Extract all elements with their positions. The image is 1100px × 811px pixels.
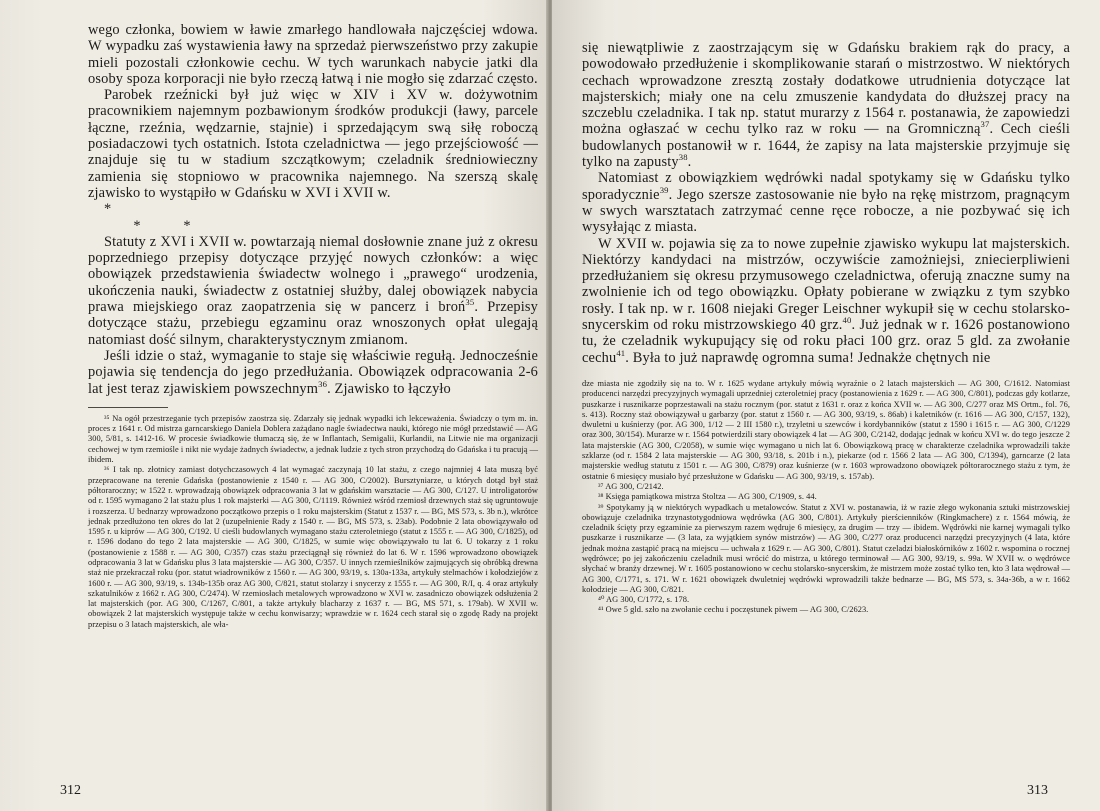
right-paragraph-3-tail: . Już jednak w r. 1626 postanowiono tu, że czeladnik wykupujący się od roku płaci 100 grz. oraz 5 gld. za zwołanie cechu [582,317,1070,366]
footnote-ref-39[interactable]: 39 [659,184,669,195]
section-star-left: * [133,217,141,234]
footnote-divider [88,407,168,408]
section-star-top: * [104,201,112,218]
left-page [0,0,548,811]
footnote-ref-35[interactable]: 35 [465,297,475,308]
left-body-text [88,22,538,397]
footnote-40: ⁴⁰ AG 300, C/1772, s. 178. [598,595,690,605]
right-paragraph-3-end: . Była to już naprawdę ogromna suma! Jednakże chętnych nie [625,349,991,366]
left-paragraph-3 [88,234,538,348]
left-page-number: 312 [60,783,81,798]
left-paragraph-4 [88,348,538,397]
left-paragraph-3-tail: . Przepisy dotyczące stażu, przebiegu egzaminu oraz wnoszonych opłat ulegają natomiast dość silnym, charakterystycznym zmianom. [88,299,538,348]
left-paragraph-3-text: Statuty z XVI i XVII w. powtarzają niemal dosłownie znane już z okresu poprzedniego przepisy dotyczące przyjęć nowych członków: a więc obowiązek przedstawienia świadectw wolnego i „prawego“ urodzenia, ukończenia nauki, świadectw z ostatniej służby, dalej obowiązek nabycia prawa miejskiego oraz zaopatrzenia się w pancerz i broń [88,233,538,316]
footnote-39: ³⁹ Spotykamy ją w niektórych wypadkach u metalowców. Statut z XVI w. postanawia, iż w razie złego wykonania sztuki mistrzowskiej obowiązuje czeladnika trzynastotygodniowa wędrówka (AG 300, C/801). Artykuły pierścienników (Ringkmachere) z r. 1564 mówią, że czeladnik ścięty przy egzaminie za pierwszym razem wędruje 6 miesięcy, za drugim — trzy — ibidem. Wędrówki nie karnej wymagali tylko puszkarze i rusznikarze — (3 lata, za wyjątkiem synów mistrzów) — AG 300, C/277 oraz producenci narzędzi precyzyjnych (4 lata, które jednak można zastąpić pracą na miejscu — uchwała z 1629 r. — AG 300, C/801). Statut czeladzi białoskórników z 1602 r. wspomina o rocznej wędrówce; po jej zakończeniu czeladnik musi wrócić do mistrza, u którego terminował — AG 300, 93/19, s. 99a. W XVII w. o wędrówce słychać w branży drzewnej. W r. 1605 postanowiono w cechu stolarsko-snycerskim, że mistrzem może zostać tylko ten, kto 3 lata wędrował — AG 300, C/1771, s. 171. W r. 1621 obowiązek dwuletniej wędrówki wprowadzili także bednarze — BG, MS 573, s. 34a-36b, a w r. 1662 kołodzieje — AG 300, C/821. [582,502,1070,594]
footnote-ref-40[interactable]: 40 [842,315,852,326]
left-paragraph-4-tail: . Zjawisko to łączyło [327,380,451,397]
footnote-ref-37[interactable]: 37 [980,119,990,130]
right-paragraph-1-text: się niewątpliwie z zaostrzającym się w Gdańsku brakiem rąk do pracy, a powodowało przedłużenie i skomplikowanie starań o mistrzostwo. W niektórych cechach wprowadzone zresztą zostały dodatkowe utrudnienia dotyczące lat majsterskich; miały one na celu zmuszenie kandydata do dłuższej pracy na szczeblu czeladnika. I tak np. statut murarzy z 1564 r. postanawia, że zapowiedzi można ogłaszać w cechu tylko raz w roku — na Gromniczną [582,40,1070,138]
left-footnotes [88,414,538,630]
right-paragraph-2-tail: . Jego szersze zastosowanie nie było na rękę mistrzom, pragnącym w swych warsztatach zatrzymać cenne ręce robocze, a nie pozbywać się ich wysyłając z miasta. [582,186,1070,236]
footnote-37: ³⁷ AG 300, C/2142. [598,481,664,491]
footnote-36: ³⁶ I tak np. złotnicy zamiast dotychczasowych 4 lat wymagać zaczynają 10 lat stażu, z czego najmniej 4 lata muszą być przepracowane na terenie Gdańska (postanowienie z 1540 r. — AG 300, C/2002). Bursztyniarze, u których dotąd był staż półtoraroczny; w 1522 r. wprowadzają obowiązek odpracowania 3 lat w gdańskim warsztacie — AG 300, C/127. U introligatorów od r. 1595 wymagano 2 lat stażu plus 1 rok majsterki — AG 300, C/1119. Również wśród rzemiosł drzewnych staż się ugruntowuje i rozszerza. U bednarzy wprowadzono początkowo przepis o 1 roku majsterskim (Statut z 1537 r. — BG, MS 573, s. 3b n.), wkrótce jednak przedłużono ten okres do lat 2 (uzupełnienie Rady z 1540 r. — BG, MS 573, s. 23ab). Podobnie 2 lata obowiązywało od 1595 r. u kiprów — AG 300, C/192. U cieśli budowlanych wymagano stażu czteroletniego (statut z 1555 r. — AG 300, C/1825), od r. 1596 dodano do tego 2 lata majsterskie — AG 300, C/1825, w sumie więc obowiązywało tu lat 6. U tokarzy z 1 roku (postanowienie z 1588 r. — AG 300, C/357) czas stażu przeciągnął się również do lat 6. W r. 1596 wprowadzono obowiązek odpracowania 3 lat w Gdańsku plus 3 lata majsterskie — AG 300, C/357. U innych rzemieślników zajmujących się obróbką drewna staż nie przekraczał roku (por. statut wiadrowników z 1560 r. — AG 300, 93/19, s. 130a-133a, artykuły stelmachów i kołodziejów z 1600 r. — AG 300, 93/19, s. 134b-135b oraz AG 300, C/821, statut stolarzy i snycerzy z 1555 r. — AG 300, R/I, q. 4 oraz artykuły szkatulników z 1662 r. AG 300, C/2474). W rzemiosłach metalowych wprowadzono w XVI w. zasadniczo obowiązek odsłużenia 2 lat majsterskich (por. AG 300, C/1267, C/801, a także artykuły blacharzy z 1637 r. — BG, MS 571, s. 179ab). W XVII w. obowiązek 2 lat majsterskich występuje także w cechu konwisarzy; wprawdzie w r. 1624 cech starał się o zgodę Rady na projekt przepisu o 3 latach majsterskich, ale wła- [88,465,538,629]
right-paragraph-1-tail: . Cech cieśli budowlanych postanowił w r. 1644, że zapisy na lata majsterskie przyjmuje się tylko na zapusty [582,121,1070,171]
footnote-ref-36[interactable]: 36 [318,378,328,389]
left-paragraph-1: wego członka, bowiem w ławie zmarłego handlowała najczęściej wdowa. W wypadku zaś wystawienia ławy na sprzedaż pierwszeństwo przy zakupie mieli pozostali członkowie cechu. W tych warunkach nabycie jatki dla osoby spoza korporacji nie było rzeczą łatwą i nie mogło się zdarzać często. [88,22,538,87]
right-paragraph-3-text: W XVII w. pojawia się za to nowe zupełnie zjawisko wykupu lat majsterskich. Niektórzy kandydaci na mistrzów, oczywiście zamożniejsi, zniecierpliwieni przedłużaniem się okresu przymusowego czeladnictwa, oferują znaczne sumy na zwolnienie ich od tego obowiązku. Opłaty pobierane w związku z tym szybko rosły. I tak np. w r. 1608 niejaki Greger Leischner wykupił się w cechu stolarsko-snycerskim od roku mistrzowskiego 40 grz. [582,235,1070,334]
left-paragraph-4-text: Jeśli idzie o staż, wymaganie to staje się właściwie regułą. Jednocześnie pojawia się tendencja do jego przedłużania. Obowiązek odpracowania 2-6 lat jest teraz zjawiskiem powszechnym [88,347,538,397]
right-paragraph-1-end: . [687,154,692,171]
right-footnotes [582,379,1070,616]
right-page-number: 313 [1027,783,1048,798]
section-star-right: * [183,217,191,234]
footnote-38: ³⁸ Księga pamiątkowa mistrza Stoltza — AG 300, C/1909, s. 44. [598,492,817,502]
footnote-36-continued: dze miasta nie zgodziły się na to. W r. 1625 wydane artykuły mówią wyraźnie o 2 latach majsterskich — AG 300, C/1612. Natomiast producenci narzędzi precyzyjnych wymagali uprzedniej czteroletniej pracy (postanowienia z 1629 r. — AG 300, C/801), podczas gdy kotlarze, puszkarze i rusznikarze poprzestawali na stażu rocznym (por. statut z 1631 r. oraz z końca XVII w. — AG 300, C/277 oraz MS Ortm., fol. 76, s. 413). Roczny staż obowiązywał u garbarzy (por. statut z 1560 r. — AG 300, 93/19, s. 86ab) i kaletników (r. 1616 — AG 300, C/157, 132), dwuletni u kuśnierzy (por. AG 300, 1/12 — 2 III 1580 r.), trzyletni u szewców i kordybanników (statut z 1590 i 1615 r. — AG 300, C/1229 oraz 300, 30/154). Murarze w r. 1564 potwierdzili stary obowiązek 4 lat — AG 300, C/2142, dodając jednak w końcu XVI w. do tego jeszcze 2 lata majsterskie (AG 300, C/2058), w sumie więc wymagano u nich lat 6. Obowiązkową pracę w charakterze czeladnika wprowadzili także szklarze (od r. 1584 2 lata majsterskie — AG 300, 93/18, s. 201b i n.), piekarze (od r. 1566 2 lata — AG 300, C/1394), garncarze (2 lata majsterskie według statutu z 1501 r. — AG 300, C/879) oraz kuśnierze (w r. 1603 wprowadzono obowiązek półtorarocznego stażu z tym, że ostatnie 6 miesięcy musiało być przesłużone w Gdańsku — AG 300, 93/19, s. 157ab). [582,378,1070,481]
footnote-ref-38[interactable]: 38 [678,152,688,163]
right-paragraph-2-text: Natomiast z obowiązkiem wędrówki nadal spotykamy się w Gdańsku tylko sporadycznie [582,170,1070,203]
right-body-text [582,40,1070,366]
right-paragraph-1 [582,40,1070,170]
left-paragraph-2: Parobek rzeźnicki był już więc w XIV i XV w. dożywotnim pracownikiem najemnym pozbawionym środków produkcji (ławy, parcele łączne, rzeźnia, wędzarnie, stajnie) i sprzedającym swą siłę roboczą posiadaczowi tych ostatnich. Istota czeladnictwa — jego przejściowość — znajduje się tu w stadium szczątkowym; czeladnik średniowieczny zamienia się stopniowo w pracownika najemnego. Na szerszą skalę zjawisko to wystąpiło w Gdańsku w XVI i XVII w. [88,87,538,201]
footnote-35: ³⁵ Na ogół przestrzeganie tych przepisów zaostrza się. Zdarzały się jednak wypadki ich lekceważenia. Świadczy o tym m. in. proces z 1641 r. Od mistrza garncarskiego Daniela Doblera zażądano nagle świadectwa nauki, którego nie mógł przedstawić — AG 300, 5/81, s. 1412-16. W procesie świadkowie tłumaczą się, że w Inflantach, Semigalii, Kurlandii, na Litwie nie ma organizacji cechowej w tym rzemiośle i nikt nie wydaje żadnych świadectw, a jednak ludzie z tych stron przychodzą do Gdańska i tu pracują — ibidem. [88,413,538,465]
right-paragraph-3 [582,236,1070,366]
right-page [552,0,1100,811]
section-star-pair [88,218,538,234]
footnote-41: ⁴¹ Owe 5 gld. szło na zwołanie cechu i poczęstunek piwem — AG 300, C/2623. [598,605,869,615]
footnote-ref-41[interactable]: 41 [616,347,626,358]
right-paragraph-2 [582,170,1070,235]
right-footnote-divider [582,374,662,375]
